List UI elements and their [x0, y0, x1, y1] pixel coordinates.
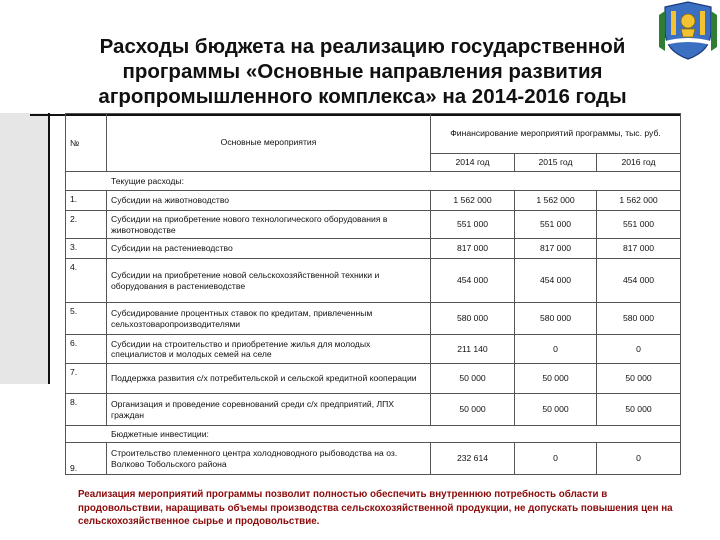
left-decor-bar	[0, 113, 48, 384]
slide-title: Расходы бюджета на реализацию государственной программы «Основные направления развития агропромышленного комплекса» на 2014-2016 годы	[98, 35, 627, 108]
header-year-2014: 2014 год	[431, 154, 515, 172]
header-activities: Основные мероприятия	[107, 114, 431, 172]
row-value-2016: 454 000	[597, 259, 681, 303]
header-number: №	[66, 114, 107, 172]
row-value-2015: 817 000	[515, 239, 597, 259]
table-row	[66, 191, 681, 211]
row-number: 3.	[66, 239, 107, 259]
row-value-2016: 551 000	[597, 211, 681, 239]
row-number: 9.	[66, 443, 107, 475]
table-row	[66, 394, 681, 426]
row-value-2014: 454 000	[431, 259, 515, 303]
row-activity: Субсидии на приобретение новой сельскохозяйственной техники и оборудования в растениеводстве	[107, 259, 431, 303]
row-activity: Субсидии на животноводство	[107, 191, 431, 211]
row-number: 2.	[66, 211, 107, 239]
table-row	[66, 303, 681, 335]
row-activity: Субсидии на приобретение нового технологического оборудования в животноводстве	[107, 211, 431, 239]
row-value-2014: 232 614	[431, 443, 515, 475]
row-value-2016: 50 000	[597, 364, 681, 394]
table-header-row	[66, 114, 681, 154]
row-activity: Субсидирование процентных ставок по кредитам, привлеченным сельхозтоваропроизводителями	[107, 303, 431, 335]
row-value-2015: 1 562 000	[515, 191, 597, 211]
row-value-2015: 454 000	[515, 259, 597, 303]
row-value-2014: 211 140	[431, 335, 515, 364]
row-value-2014: 580 000	[431, 303, 515, 335]
table-row	[66, 335, 681, 364]
row-value-2015: 551 000	[515, 211, 597, 239]
row-activity: Строительство племенного центра холодноводного рыбоводства на оз. Волково Тобольского района	[107, 443, 431, 475]
row-activity: Организация и проведение соревнований среди с/х предприятий, ЛПХ граждан	[107, 394, 431, 426]
row-value-2014: 50 000	[431, 364, 515, 394]
section-label: Бюджетные инвестиции:	[66, 426, 681, 443]
row-value-2014: 50 000	[431, 394, 515, 426]
row-number: 7.	[66, 364, 107, 394]
row-number: 1.	[66, 191, 107, 211]
header-year-2016: 2016 год	[597, 154, 681, 172]
row-activity: Субсидии на растениеводство	[107, 239, 431, 259]
row-value-2014: 817 000	[431, 239, 515, 259]
row-value-2016: 580 000	[597, 303, 681, 335]
tyumen-coat-of-arms-icon	[657, 1, 719, 61]
table-row	[66, 211, 681, 239]
table-row	[66, 364, 681, 394]
row-value-2016: 1 562 000	[597, 191, 681, 211]
section-budget-investments	[66, 426, 681, 443]
row-activity: Поддержка развития с/х потребительской и сельской кредитной кооперации	[107, 364, 431, 394]
table-row	[66, 443, 681, 475]
row-activity: Субсидии на строительство и приобретение жилья для молодых специалистов и молодых семей на селе	[107, 335, 431, 364]
row-value-2015: 50 000	[515, 394, 597, 426]
budget-table	[65, 113, 681, 475]
table-row	[66, 239, 681, 259]
row-number: 6.	[66, 335, 107, 364]
row-value-2015: 580 000	[515, 303, 597, 335]
row-value-2014: 551 000	[431, 211, 515, 239]
footer-summary: Реализация мероприятий программы позволит полностью обеспечить внутреннюю потребность области в продовольствии, наращивать объемы производства сельскохозяйственной продукции, не допускать повышения цен на сельскохозяйственное сырье и продовольствие.	[78, 489, 673, 527]
header-year-2015: 2015 год	[515, 154, 597, 172]
section-current-expenses	[66, 172, 681, 191]
row-number: 4.	[66, 259, 107, 303]
row-value-2016: 817 000	[597, 239, 681, 259]
row-number: 5.	[66, 303, 107, 335]
row-value-2016: 50 000	[597, 394, 681, 426]
row-value-2016: 0	[597, 335, 681, 364]
row-value-2014: 1 562 000	[431, 191, 515, 211]
row-value-2016: 0	[597, 443, 681, 475]
row-value-2015: 0	[515, 335, 597, 364]
section-label: Текущие расходы:	[66, 172, 681, 191]
header-funding: Финансирование мероприятий программы, тыс. руб.	[431, 114, 681, 154]
left-decor-edge	[48, 113, 50, 384]
row-value-2015: 0	[515, 443, 597, 475]
table-row	[66, 259, 681, 303]
row-number: 8.	[66, 394, 107, 426]
row-value-2015: 50 000	[515, 364, 597, 394]
